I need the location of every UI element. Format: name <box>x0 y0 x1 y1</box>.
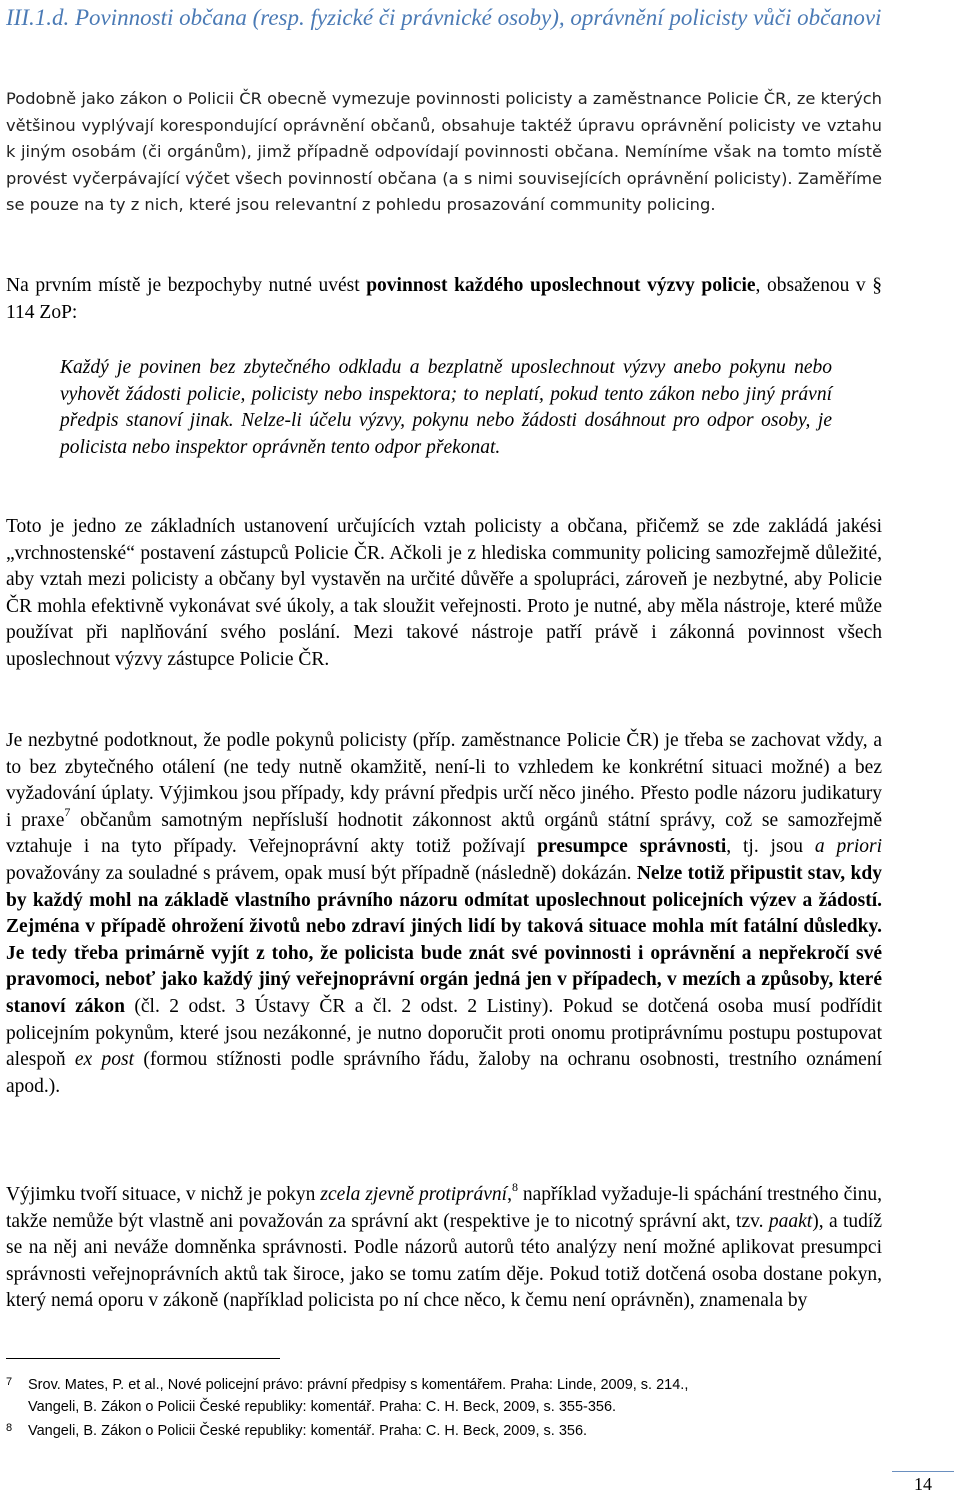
text: , tj. jsou <box>726 836 815 858</box>
paragraph-relationship: Toto je jedno ze základních ustanovení určujících vztah policisty a občana, přičemž se zde zakládá jakési „vrchnostenské“ postavení zástupců Policie ČR. Ačkoli je z hlediska community policing samozřejmě důležité, aby vztah mezi policisty a občany byl vystavěn na určité důvěře a spolupráci, zároveň je nezbytné, aby Policie ČR mohla efektivně vykonávat své úkoly, a tak sloužit veřejnosti. Proto je nutné, aby měla nástroje, které může používat při naplňování svého poslání. Mezi takové nástroje patří právě i zákonná povinnost všech uposlechnout výzvy zástupce Policie ČR. <box>6 516 882 670</box>
bold-text: presumpce správnosti <box>537 836 727 858</box>
law-quote: Každý je povinen bez zbytečného odkladu a bezplatně uposlechnout výzvy anebo pokynu nebo vyhovět žádosti policie, policisty nebo inspektora; to neplatí, pokud tento zákon nebo jiný právní předpis stanoví jinak. Nelze-li účelu výzvy, pokynu nebo žádosti dosáhnout pro odpor osoby, je policista nebo inspektor oprávněn tento odpor překonat. <box>60 357 832 458</box>
text: (čl. 2 odst. 3 Ústavy ČR a čl. 2 odst. 2 Listiny). Pokud se dotčená osoba musí podřídit policejním pokynům, které jsou nezákonné, je nutno doporučit proti onomu protiprávnímu postupu postupovat alespoň <box>6 995 882 1071</box>
text: považovány za souladné s právem, opak musí být případně (následně) dokázán. <box>6 862 637 884</box>
footnote-8 <box>6 1420 886 1442</box>
text: Je nezbytné podotknout, že podle pokynů policisty (příp. zaměstnance Policie ČR) je třeba se zachovat vždy, a to bez zbytečného otálení (ne tedy nutně okamžitě, není-li to vzhledem ke konkrétní situaci možné) a bez vyžadování úplaty. Výjimkou jsou případy, kdy právní předpis určí něco jiného. Přesto podle názoru judikatury i praxe <box>6 730 882 831</box>
paragraph-obligation <box>6 273 882 326</box>
text: například vyžaduje-li spáchání trestného činu, takže nemůže být vlastně ani považován za správní akt (respektive je to nicotný správní akt, tzv. <box>6 1184 883 1232</box>
text: , obsaženou v § 114 ZoP: <box>6 275 882 323</box>
footnote-number: 8 <box>6 1422 13 1434</box>
page-number: 14 <box>914 1474 932 1494</box>
paragraph-intro: Podobně jako zákon o Policii ČR obecně vymezuje povinnosti policisty a zaměstnance Policie ČR, ze kterých většinou vyplývají korespondující oprávnění občanů, obsahuje taktéž úpravu oprávnění policisty ve vztahu k jiným osobám (či orgánům), jimž případně odpovídají povinnosti občana. Nemíníme však na tomto místě provést vyčerpávající výčet všech povinností občana (a s nimi souvisejících oprávnění policisty). Zaměříme se pouze na ty z nich, které jsou relevantní z pohledu prosazování community policing. <box>6 89 882 215</box>
footnote-separator <box>6 1358 280 1359</box>
footnote-text: Srov. Mates, P. et al., Nové policejní právo: právní předpisy s komentářem. Praha: Linde, 2009, s. 214., <box>28 1377 689 1393</box>
footnote-number: 7 <box>6 1376 13 1388</box>
footnote-ref-7[interactable]: 7 <box>64 805 71 820</box>
paragraph-exception <box>6 1179 883 1315</box>
text: , <box>507 1184 512 1205</box>
italic-text: zcela zjevně protiprávní <box>320 1184 508 1205</box>
text: občanům samotným nepřísluší hodnotit zákonnost aktů orgánů státní správy, což se samozřejmě vztahuje i na tyto případy. Veřejnoprávní akty totiž požívají <box>6 809 882 858</box>
italic-text: ex post <box>74 1049 135 1071</box>
section-heading: III.1.d. Povinnosti občana (resp. fyzické či právnické osoby), oprávnění policisty vůči občanovi <box>6 5 882 30</box>
footnote-text: Vangeli, B. Zákon o Policii České republiky: komentář. Praha: C. H. Beck, 2009, s. 356. <box>28 1423 588 1439</box>
text: Výjimku tvoří situace, v nichž je pokyn <box>6 1184 321 1205</box>
text: Na prvním místě je bezpochyby nutné uvést <box>6 275 367 296</box>
bold-text: Nelze totiž připustit stav, kdy by každý mohl na základě vlastního právního názoru odmítat uposlechnout policejních výzev a žádostí. Zejména v případě ohrožení životů nebo zdraví jiných lidí by taková situace mohla mít fatální důsledky. Je tedy třeba primárně vyjít z toho, že policista bude znát své povinnosti i oprávnění a nepřekročí své pravomoci, neboť jako každý jiný veřejnoprávní orgán jedná jen v případech, v mezích a způsoby, které stanoví zákon <box>6 862 882 1017</box>
bold-text: povinnost každého uposlechnout výzvy policie <box>366 275 756 296</box>
footnote-text-continued: Vangeli, B. Zákon o Policii České republiky: komentář. Praha: C. H. Beck, 2009, s. 355-356. <box>28 1399 617 1415</box>
footnote-7 <box>6 1374 886 1418</box>
italic-text: a priori <box>814 836 883 858</box>
italic-text: paakt <box>768 1210 813 1232</box>
text: (formou stížnosti podle správního řádu, žaloby na ochranu osobnosti, trestního oznámení apod.). <box>6 1049 882 1097</box>
page-number-rule <box>892 1471 954 1472</box>
text: ), a tudíž se na něj ani neváže domněnka správnosti. Podle názorů autorů této analýzy není možné aplikovat presumpci správnosti veřejnoprávních aktů tak široce, jako se tomu zatím děje. Pokud totiž dotčená osoba dostane pokyn, který nemá oporu v zákoně (například policista po ní chce něco, k čemu není oprávněn), znamenala by <box>6 1210 882 1312</box>
paragraph-presumption <box>6 728 882 1100</box>
footnote-ref-8[interactable]: 8 <box>511 1179 518 1194</box>
